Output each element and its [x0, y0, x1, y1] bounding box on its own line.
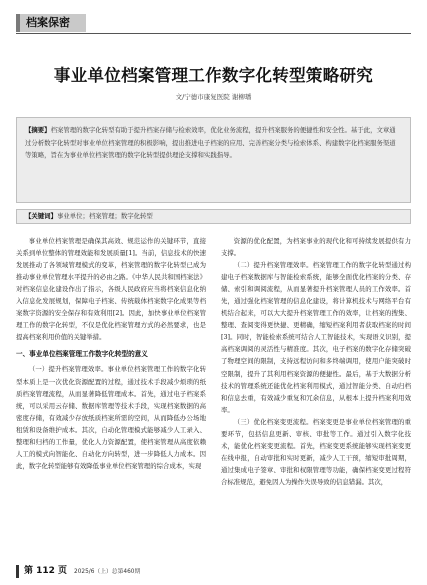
left-column — [16, 235, 206, 472]
page-number: 第 112 页 — [24, 566, 68, 576]
paragraph: 事业单位档案管理是确保其高效、规范运作的关键环节，直接关系到单位整体的管理效能和发展质量[1]。当前，信息技术的快速发展推动了各领域管理模式的变革，档案管理的数字化转型已成为推动事业单位管理水平提升的必由之路。《中华人民共和国档案法》对档案信息化建设作出了指示，各级人民政府应当将档案信息化纳入信息化发展规划，保障电子档案、传统载体档案数字化成果等档案数字资源的安全保存和有效利用[2]。因此，加快事业单位档案管理工作的数字化转型，不仅是优化档案管理方式的必然要求，也是提高档案利用价值的关键举措。 — [16, 237, 206, 342]
section-heading: 一、事业单位档案管理工作数字化转型的意义 — [16, 350, 148, 359]
section-tag-label: 档案保密 — [26, 16, 70, 29]
right-column — [221, 235, 411, 488]
paragraph: 资源的优化配置，为档案事业的现代化和可持续发展提供有力支撑。 — [221, 237, 411, 258]
section-tag — [16, 14, 86, 32]
keywords-box — [16, 209, 411, 224]
paragraph: （一）提升档案管理效率。事业单位档案管理工作的数字化转型本质上是一次优化资源配置的过程，通过技术手段减少烦琐的纸质档案管理流程，从而显著降低管理成本。首先，通过电子档案系统，可以采用云存储、数据库管理等技术手段，实现档案数据的高密度存储，有效减少存放纸质档案所需的空间，从而降低办公场地租赁和设备维护成本。其次，自动化管理模式能够减少人工录入、整理和归档的工作量，优化人力资源配置，使档案管理从高度依赖人工的模式向智能化、自动化方向转型，进一步降低人力成本。因此，数字化转型能够有效降低事业单位档案管理的综合成本，实现 — [16, 365, 206, 470]
abstract-box — [16, 117, 411, 203]
abstract-label: 【摘要】 — [25, 126, 51, 134]
top-divider — [16, 33, 411, 34]
paragraph: （二）提升档案管理效率。档案管理工作的数字化转型通过构建电子档案数据库与智能检索系统，能够全面优化档案的分类、存储、索引和调阅流程，从而显著提升档案管理人员的工作效率。首先，通过强化档案管理的信息化建设，将计算机技术与网络平台有机结合起来，可以大大提升档案管理工作的效率，让档案的搜集、整理、查阅变得更快捷、更精确，缩短档案利用者获取档案的时间[3]。同时，智能检索系统可结合人工智能技术，实现语义识别，提高档案调阅的灵活性与精准度。其次，电子档案的数字化存储突破了物理空间的限制，支持远程访问和多终端调用，使用户能突破时空限制，提升了其利用档案资源的便捷性。最后，基于大数据分析技术的管理系统还能优化档案利用模式，通过智能分类、自动归档和信息去重，有效减少重复和冗余信息，从根本上提升档案利用效率。 — [221, 261, 411, 414]
keywords-text: 事业单位；档案管理；数字化转型 — [56, 212, 153, 220]
author-byline: 文/宁德市康复医院 谢柳璠 — [175, 93, 252, 101]
page-footer — [16, 565, 411, 579]
issue-info: 2025/6（上）总第460期 — [74, 569, 141, 575]
abstract-text: 档案管理的数字化转型有助于提升档案存储与检索效率，优化业务流程，提升档案服务的便捷性和安全性。基于此，文章通过分析数字化转型对事业单位档案管理的积极影响，提出推进电子档案的应用、完善档案分类与检索体系、构建数字化档案服务渠道等策略，旨在为事业单位档案管理的数字化转型提供理论支撑和实践指导。 — [25, 126, 396, 160]
paragraph: （三）优化档案变更流程。档案变更是事业单位档案管理的重要环节，包括信息更新、审核、审批等工作。通过引入数字化技术，能优化档案变更流程。首先，档案变更系统能够实现档案变更在线申报，自动审批和实时更新，减少人工干预，缩短审批周期，通过集成电子签章、审批和权限管理等功能，确保档案变更过程符合标准规范，避免因人为操作失误导致的信息错漏。其次， — [221, 417, 411, 486]
article-title: 事业单位档案管理工作数字化转型策略研究 — [53, 66, 374, 85]
footer-bar — [16, 565, 19, 578]
keywords-label: 【关键词】 — [25, 212, 57, 220]
